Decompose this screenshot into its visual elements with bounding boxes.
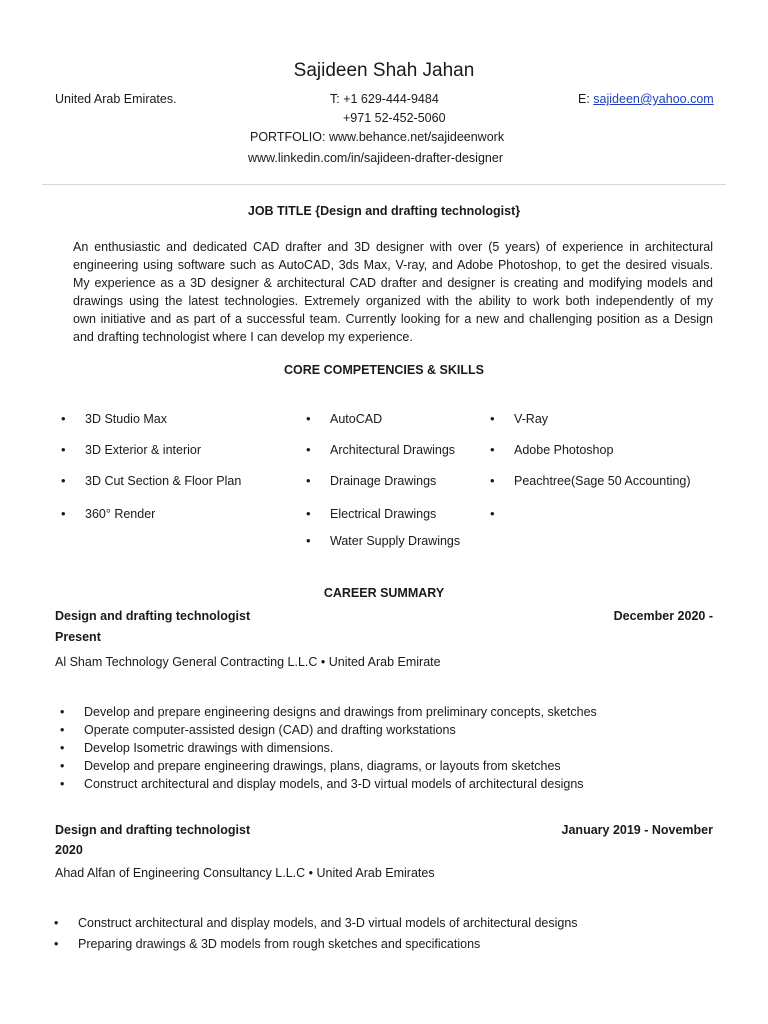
summary-line: engineering using software such as AutoCAD, 3ds Max, V-ray, and Adobe Photoshop, to get the desired visuals.	[73, 258, 713, 272]
bullet-icon: •	[54, 937, 59, 951]
bullet-icon: •	[490, 442, 495, 457]
career-heading: CAREER SUMMARY	[323, 586, 445, 600]
bullet-icon: •	[54, 916, 59, 930]
phone-secondary: +971 52-452-5060	[343, 111, 446, 125]
portfolio-label: PORTFOLIO:	[250, 130, 326, 144]
job-date-2-cont: 2020	[55, 843, 83, 857]
portfolio-line	[250, 130, 504, 144]
email-prefix: E:	[578, 92, 590, 106]
list-item: • Develop and prepare engineering designs and drawings from preliminary concepts, sketches	[60, 705, 597, 719]
header-divider	[42, 184, 726, 185]
job-duties-2	[54, 914, 578, 953]
bullet-icon: •	[306, 506, 311, 521]
skill-item: • Water Supply Drawings	[306, 533, 461, 548]
bullet-icon: •	[490, 473, 495, 488]
bullet-icon: •	[61, 411, 66, 426]
job-title-1: Design and drafting technologist	[55, 609, 251, 623]
bullet-icon: •	[61, 473, 66, 488]
list-item: • Develop and prepare engineering drawings, plans, diagrams, or layouts from sketches	[60, 759, 561, 773]
list-item: • Preparing drawings & 3D models from rough sketches and specifications	[54, 937, 481, 951]
job-duties-1	[60, 703, 597, 793]
phone-primary: T: +1 629-444-9484	[330, 92, 439, 106]
skill-item: • 360° Render	[61, 506, 156, 521]
job-company-1: Al Sham Technology General Contracting L.L.C • United Arab Emirate	[55, 655, 441, 669]
bullet-icon: •	[306, 473, 311, 488]
skill-item: • AutoCAD	[306, 411, 383, 426]
skill-item: • 3D Studio Max	[61, 411, 167, 426]
bullet-icon: •	[60, 759, 65, 773]
summary-line: drawings using the latest technologies. Extremely organized with the ability to work both independently of my	[73, 294, 713, 308]
email-line	[578, 92, 714, 106]
skill-item: • Electrical Drawings	[306, 506, 437, 521]
location: United Arab Emirates.	[55, 92, 177, 106]
job-title-2: Design and drafting technologist	[55, 823, 251, 837]
list-item: • Construct architectural and display models, and 3-D virtual models of architectural designs	[54, 916, 578, 930]
job-date-2: January 2019 - November	[561, 823, 713, 837]
bullet-icon: •	[60, 705, 65, 719]
bullet-icon: •	[61, 442, 66, 457]
profile-summary	[73, 238, 713, 346]
bullet-icon: •	[60, 777, 65, 791]
candidate-name: Sajideen Shah Jahan	[293, 60, 475, 81]
portfolio-url[interactable]: www.behance.net/sajideenwork	[328, 130, 505, 144]
bullet-icon: •	[490, 411, 495, 426]
summary-line: and drafting technologist where I can develop my experience.	[73, 330, 413, 344]
job-date-1-cont: Present	[55, 630, 101, 644]
list-item: • Operate computer-assisted design (CAD) and drafting workstations	[60, 723, 456, 737]
skill-item: • Peachtree(Sage 50 Accounting)	[490, 473, 691, 488]
bullet-icon: •	[306, 442, 311, 457]
bullet-icon: •	[61, 506, 66, 521]
list-item: • Develop Isometric drawings with dimensions.	[60, 741, 334, 755]
skill-item: • Adobe Photoshop	[490, 442, 614, 457]
skill-item: • Architectural Drawings	[306, 442, 456, 457]
job-title: JOB TITLE {Design and drafting technologist}	[247, 204, 521, 218]
summary-line: An enthusiastic and dedicated CAD drafter and 3D designer with over (5 years) of experience in architectural	[73, 240, 713, 254]
linkedin-url[interactable]: www.linkedin.com/in/sajideen-drafter-designer	[248, 151, 503, 165]
summary-line: own initiative and as part of a successful team. Currently looking for a new and challenging position as a Design	[73, 312, 713, 326]
bullet-icon: •	[306, 533, 311, 548]
bullet-icon: •	[60, 723, 65, 737]
bullet-icon: •	[60, 741, 65, 755]
bullet-icon: •	[490, 506, 495, 521]
skill-item: • Drainage Drawings	[306, 473, 437, 488]
skill-item: • V-Ray	[490, 411, 549, 426]
skill-item: • 3D Cut Section & Floor Plan	[61, 473, 242, 488]
summary-line: My experience as a 3D designer & architectural CAD drafter and designer is creating and modifying models and	[73, 276, 713, 290]
email-link[interactable]: sajideen@yahoo.com	[593, 92, 714, 106]
job-company-2: Ahad Alfan of Engineering Consultancy L.L.C • United Arab Emirates	[55, 866, 435, 880]
skill-item: • 3D Exterior & interior	[61, 442, 202, 457]
job-date-1: December 2020 -	[613, 609, 713, 623]
skills-heading: CORE COMPETENCIES & SKILLS	[283, 363, 485, 377]
bullet-icon: •	[306, 411, 311, 426]
list-item: • Construct architectural and display models, and 3-D virtual models of architectural designs	[60, 777, 584, 791]
